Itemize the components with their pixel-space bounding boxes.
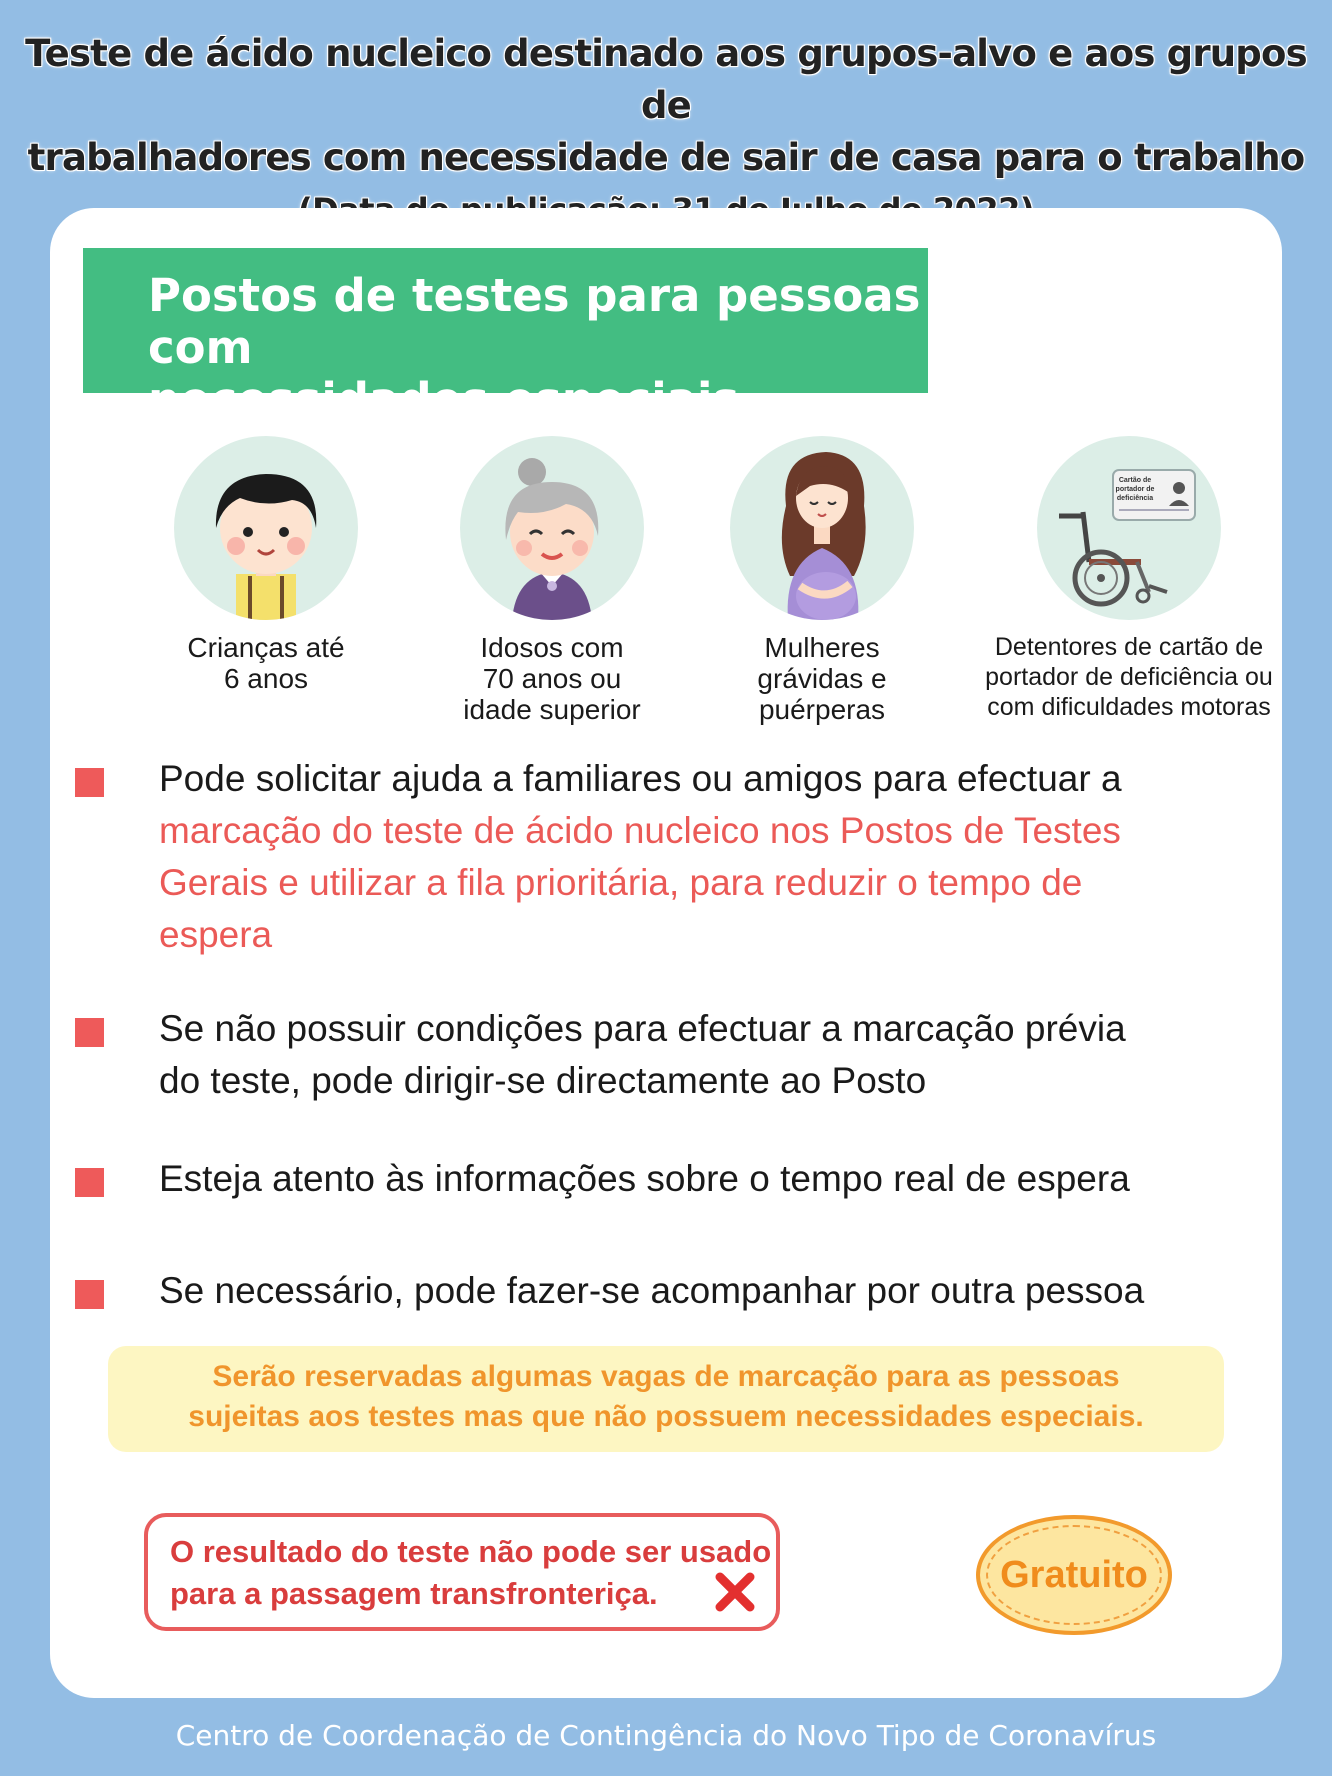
free-badge: [976, 1515, 1172, 1635]
footer-credit: Centro de Coordenação de Contingência do Novo Tipo de Coronavírus: [175, 1719, 1157, 1752]
cross-border-warning: [144, 1513, 780, 1631]
group-pregnant: [672, 436, 972, 725]
group-label: Mulheres grávidas e puérperas: [757, 632, 887, 725]
bullet-square-icon: [75, 768, 104, 797]
group-label: Idosos com 70 anos ou idade superior: [463, 632, 641, 725]
svg-text:portador de: portador de: [1115, 486, 1155, 493]
target-groups: [50, 436, 1282, 736]
group-label: Detentores de cartão de portador de deficiência ou com dificuldades motoras: [985, 633, 1273, 721]
list-item-text: Esteja atento às informações sobre o tempo real de espera: [159, 1158, 1130, 1199]
child-icon: [174, 436, 358, 620]
card-text: Cartão de: [1118, 477, 1152, 484]
warning-line-2: para a passagem transfronteriça.: [170, 1576, 658, 1611]
elderly-woman-icon: [460, 436, 644, 620]
header: [0, 28, 1332, 234]
title-line-1: Teste de ácido nucleico destinado aos grupos-alvo e aos grupos de: [25, 32, 1307, 127]
list-item-text: Se necessário, pode fazer-se acompanhar por outra pessoa: [159, 1270, 1145, 1311]
reservation-notice: Serão reservadas algumas vagas de marcação para as pessoas sujeitas aos testes mas que não possuem necessidades especiais.: [108, 1346, 1224, 1452]
svg-text:deficiência: deficiência: [1116, 495, 1154, 502]
banner-line-1: Postos de testes para pessoas com: [148, 269, 921, 374]
section-banner: [83, 248, 928, 426]
group-elderly: [402, 436, 702, 725]
list-item-text: Se não possuir condições para efectuar a marcação prévia do teste, pode dirigir-se directamente ao Posto: [159, 1008, 1126, 1101]
wheelchair-icon: [1037, 436, 1221, 620]
warning-line-1: O resultado do teste não pode ser usado: [170, 1534, 772, 1569]
list-item-text: Pode solicitar ajuda a familiares ou amigos para efectuar a marcação do teste de ácido nucleico nos Postos de Testes Gerais e utilizar a fila prioritária, para reduzir o tempo de espera: [159, 758, 1122, 955]
group-label: Crianças até 6 anos: [187, 632, 345, 694]
badge-label: Gratuito: [1000, 1553, 1148, 1596]
pregnant-woman-icon: [730, 436, 914, 620]
cross-icon: [714, 1571, 756, 1613]
bullet-square-icon: [75, 1018, 104, 1047]
banner-line-2: necessidades especiais: [148, 373, 740, 426]
title-line-2: trabalhadores com necessidade de sair de casa para o trabalho: [27, 136, 1305, 179]
group-disability: [964, 436, 1294, 722]
bullet-square-icon: [75, 1280, 104, 1309]
content-card: [50, 208, 1282, 1698]
bullet-square-icon: [75, 1168, 104, 1197]
group-children: [116, 436, 416, 694]
